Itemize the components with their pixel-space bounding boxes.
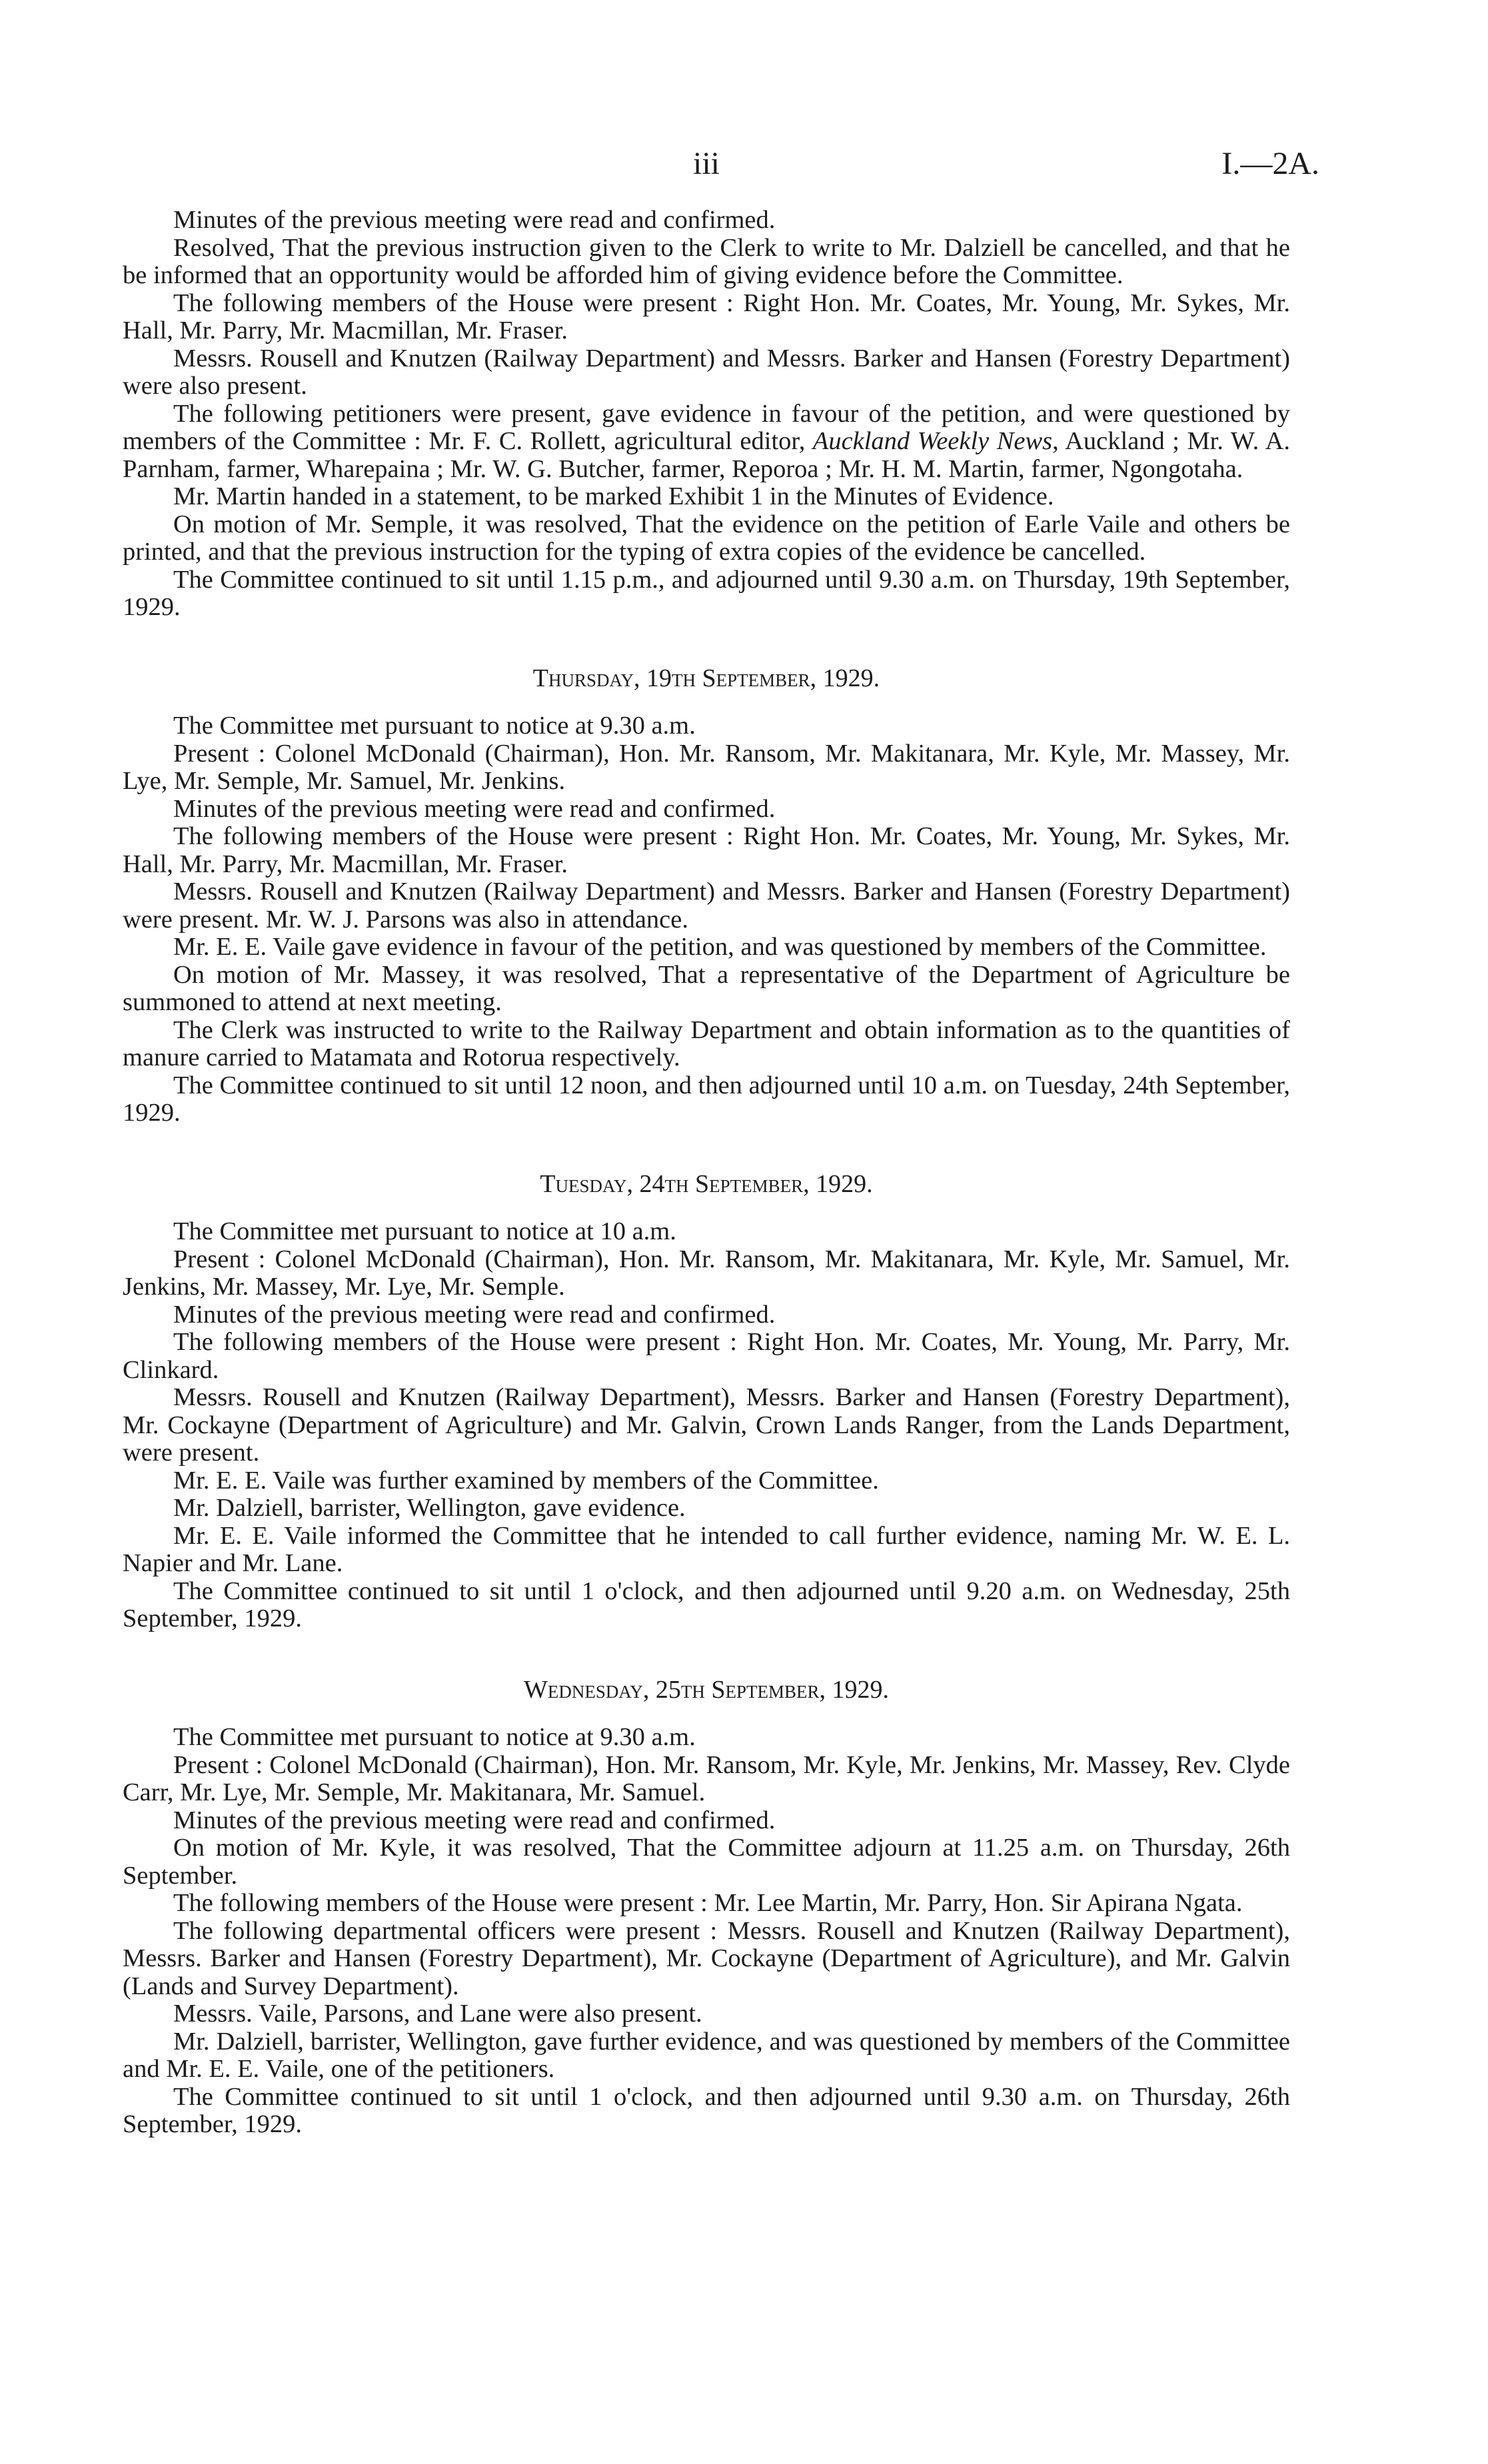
paragraph: Mr. E. E. Vaile was further examined by members of the Committee.	[173, 1466, 879, 1495]
paragraph: Messrs. Rousell and Knutzen (Railway Department) and Messrs. Barker and Hansen (Forestry Department) were present. Mr. W. J. Parsons was also in attendance.	[123, 878, 1290, 933]
paragraph: Mr. Dalziell, barrister, Wellington, gave evidence.	[173, 1494, 686, 1522]
paragraph: Mr. E. E. Vaile gave evidence in favour of the petition, and was questioned by members of the Committee.	[173, 933, 1267, 961]
paragraph: Messrs. Rousell and Knutzen (Railway Department) and Messrs. Barker and Hansen (Forestry Department) were also present.	[123, 344, 1290, 400]
paragraph: The following members of the House were present : Right Hon. Mr. Coates, Mr. Young, Mr. Sykes, Mr. Hall, Mr. Parry, Mr. Macmillan, Mr. Fraser.	[123, 822, 1290, 878]
paragraph: Present : Colonel McDonald (Chairman), Hon. Mr. Ransom, Mr. Makitanara, Mr. Kyle, Mr. Samuel, Mr. Jenkins, Mr. Massey, Mr. Lye, Mr. Semple.	[123, 1245, 1290, 1301]
publication-title: Auckland Weekly News	[812, 427, 1053, 455]
paragraph: Mr. Martin handed in a statement, to be marked Exhibit 1 in the Minutes of Evidence.	[173, 482, 1054, 510]
paragraph: The Committee met pursuant to notice at 9.30 a.m.	[173, 712, 696, 740]
paragraph: On motion of Mr. Kyle, it was resolved, That the Committee adjourn at 11.25 a.m. on Thursday, 26th September.	[123, 1834, 1290, 1890]
paragraph: Minutes of the previous meeting were read and confirmed.	[173, 1806, 776, 1834]
section-heading-thursday: Thursday, 19th September, 1929.	[532, 664, 880, 692]
paragraph	[123, 400, 1290, 484]
paragraph: The Committee met pursuant to notice at 9.30 a.m.	[173, 1723, 696, 1751]
paragraph: Mr. E. E. Vaile informed the Committee that he intended to call further evidence, naming Mr. W. E. L. Napier and Mr. Lane.	[123, 1521, 1290, 1577]
paragraph: The Committee continued to sit until 1 o'clock, and then adjourned until 9.30 a.m. on Thursday, 26th September, 1929.	[123, 2082, 1290, 2138]
section-heading-tuesday: Tuesday, 24th September, 1929.	[540, 1169, 873, 1198]
paragraph: The Committee continued to sit until 1 o'clock, and then adjourned until 9.20 a.m. on Wednesday, 25th September, 1929.	[123, 1576, 1290, 1632]
page-number: iii	[692, 146, 720, 181]
paragraph: The following departmental officers were present : Messrs. Rousell and Knutzen (Railway Department), Messrs. Barker and Hansen (Forestry Department), Mr. Cockayne (Department of Agriculture), and Mr. Galvin (Lands and Survey Department).	[123, 1916, 1290, 2000]
paragraph: The following members of the House were present : Right Hon. Mr. Coates, Mr. Young, Mr. Sykes, Mr. Hall, Mr. Parry, Mr. Macmillan, Mr. Fraser.	[123, 289, 1290, 344]
paragraph: The Committee continued to sit until 1.15 p.m., and adjourned until 9.30 a.m. on Thursday, 19th September, 1929.	[123, 565, 1290, 621]
paragraph: The following members of the House were present : Right Hon. Mr. Coates, Mr. Young, Mr. Parry, Mr. Clinkard.	[123, 1328, 1290, 1384]
paragraph: Resolved, That the previous instruction given to the Clerk to write to Mr. Dalziell be cancelled, and that he be informed that an opportunity would be afforded him of giving evidence before the Committee.	[123, 233, 1290, 289]
paragraph: On motion of Mr. Semple, it was resolved, That the evidence on the petition of Earle Vaile and others be printed, and that the previous instruction for the typing of extra copies of the evidence be cancelled.	[123, 510, 1290, 566]
paragraph: On motion of Mr. Massey, it was resolved, That a representative of the Department of Agriculture be summoned to attend at next meeting.	[123, 960, 1290, 1016]
paragraph: Minutes of the previous meeting were read and confirmed.	[173, 1300, 776, 1329]
paragraph: Present : Colonel McDonald (Chairman), Hon. Mr. Ransom, Mr. Makitanara, Mr. Kyle, Mr. Massey, Mr. Lye, Mr. Semple, Mr. Samuel, Mr. Jenkins.	[123, 739, 1290, 795]
paragraph: The Committee continued to sit until 12 noon, and then adjourned until 10 a.m. on Tuesday, 24th September, 1929.	[123, 1071, 1290, 1127]
section-heading-wednesday: Wednesday, 25th September, 1929.	[523, 1675, 890, 1704]
paragraph: Mr. Dalziell, barrister, Wellington, gave further evidence, and was questioned by members of the Committee and Mr. E. E. Vaile, one of the petitioners.	[123, 2027, 1290, 2083]
paragraph: Messrs. Rousell and Knutzen (Railway Department), Messrs. Barker and Hansen (Forestry Department), Mr. Cockayne (Department of Agriculture) and Mr. Galvin, Crown Lands Ranger, from the Lands Department, were present.	[123, 1383, 1290, 1467]
paragraph: Minutes of the previous meeting were read and confirmed.	[173, 794, 776, 823]
paragraph: The Committee met pursuant to notice at 10 a.m.	[173, 1217, 676, 1245]
paragraph: Messrs. Vaile, Parsons, and Lane were also present.	[173, 2000, 702, 2028]
paragraph: The following members of the House were present : Mr. Lee Martin, Mr. Parry, Hon. Sir Apirana Ngata.	[173, 1889, 1243, 1917]
text-run: The following petitioners were present, gave evidence in favour of the petition, and were questioned by members of the Committee : Mr. F. C. Rollett, agricultural editor,	[123, 399, 1290, 455]
paragraph: Minutes of the previous meeting were read and confirmed.	[173, 206, 776, 234]
minutes-body	[123, 207, 1290, 2139]
text-run: , Auckland ; Mr. W. A. Parnham, farmer, Wharepaina ; Mr. W. G. Butcher, farmer, Reporoa ; Mr. H. M. Martin, farmer, Ngongotaha.	[123, 427, 1290, 483]
paragraph: Present : Colonel McDonald (Chairman), Hon. Mr. Ransom, Mr. Kyle, Mr. Jenkins, Mr. Massey, Rev. Clyde Carr, Mr. Lye, Mr. Semple, Mr. Makitanara, Mr. Samuel.	[123, 1750, 1290, 1806]
document-reference: I.—2A.	[1221, 146, 1319, 181]
paragraph: The Clerk was instructed to write to the Railway Department and obtain information as to the quantities of manure carried to Matamata and Rotorua respectively.	[123, 1015, 1290, 1071]
